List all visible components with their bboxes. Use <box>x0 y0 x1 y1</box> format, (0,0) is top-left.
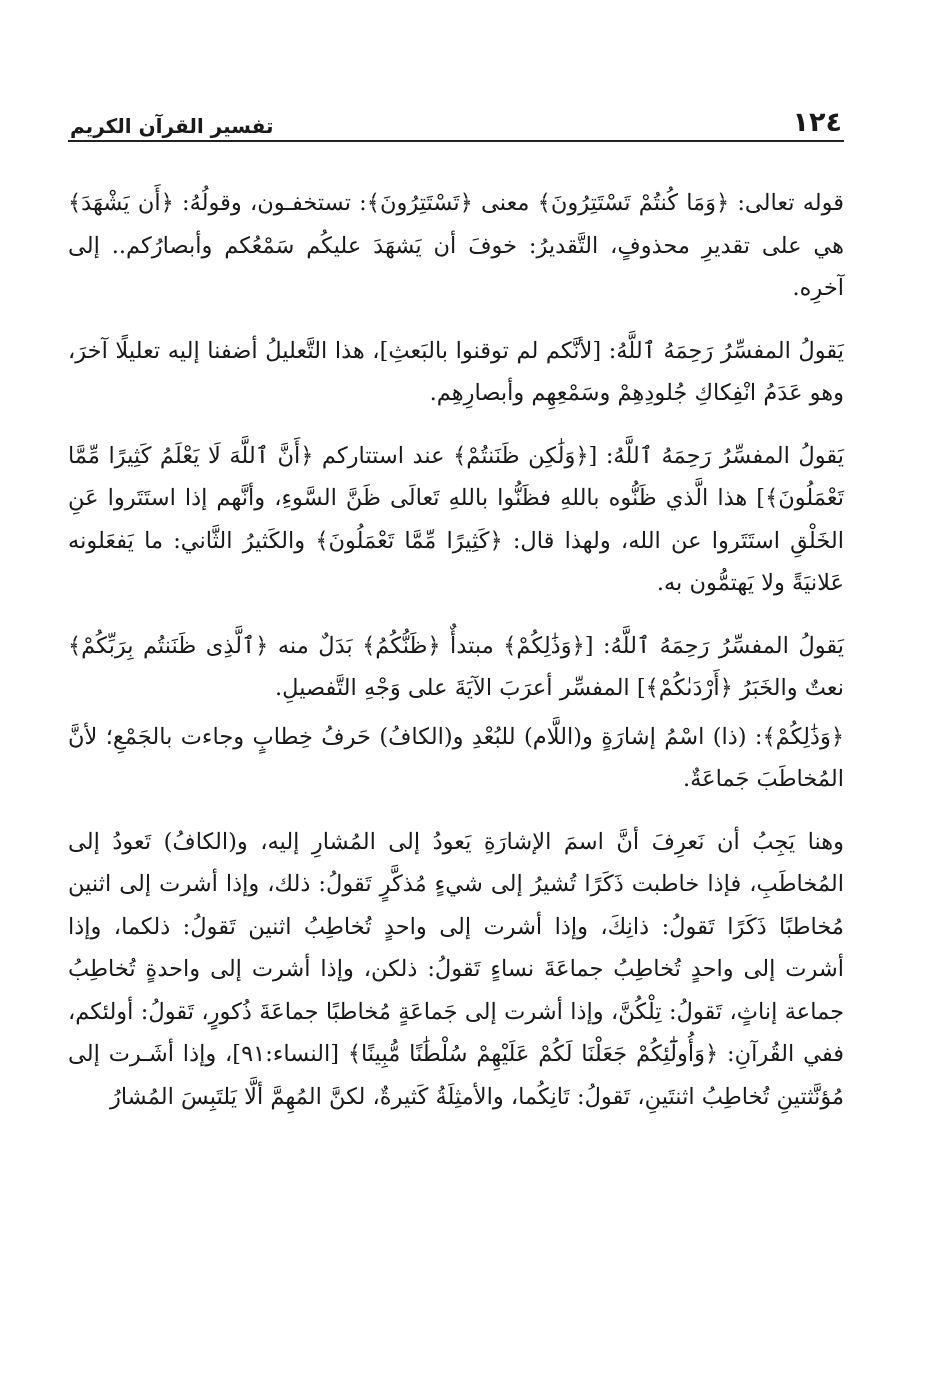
paragraph: يَقولُ المفسِّرُ رَحِمَهُ ٱللَّهُ: [﴿وَذَٰلِكُمْ﴾ مبتدأٌ ﴿ظَنُّكُمُ﴾ بَدَلٌ منه ﴿ٱلَّذِى ظَنَنتُم بِرَبِّكُمْ﴾ نعتٌ والخَبَرُ ﴿أَرْدَىٰكُمْ﴾] المفسِّر أعرَبَ الآيَةَ على وَجْهِ التَّفصيلِ. <box>68 632 844 701</box>
paragraph: يَقولُ المفسِّرُ رَحِمَهُ ٱللَّهُ: [لأنَّكم لم توقنوا بالبَعثِ]، هذا التَّعليلُ أضفنا إليه تعليلًا آخرَ، وهو عَدَمُ انْفِكاكِ جُلودِهِمْ وسَمْعِهِم وأبصارِهِم. <box>68 337 844 406</box>
book-page <box>68 92 844 1138</box>
page-body <box>68 182 844 1118</box>
running-title: تفسير القرآن الكريم <box>70 114 274 138</box>
paragraph: وهنا يَجِبُ أن نَعرِفَ أنَّ اسمَ الإشارَةِ يَعودُ إلى المُشارِ إليه، و(الكافُ) تَعودُ إلى المُخاطَبِ، فإذا خاطبت ذَكَرًا تُشيرُ إلى شيءٍ مُذكَّرٍ تَقولُ: ذلك، وإذا أشرت إلى اثنين مُخاطبًا ذَكَرًا تَقولُ: ذانِكَ، وإذا أشرت إلى واحدٍ تُخاطِبُ اثنين تَقولُ: ذلكما، وإذا أشرت إلى واحدٍ تُخاطِبُ جماعَةَ نساءٍ تَقولُ: ذلكن، وإذا أشرت إلى واحدةٍ تُخاطِبُ جماعة إناثٍ، تَقولُ: تِلْكُنَّ، وإذا أشرت إلى جَماعَةٍ مُخاطبًا جماعَةَ ذُكورٍ، تَقولُ: أولئكم، ففي القُرآنِ: ﴿وَأُولَٰٓئِكُمْ جَعَلْنَا لَكُمْ عَلَيْهِمْ سُلْطَٰنًا مُّبِينًا﴾ [النساء:٩١]، وإذا أشَـرت إلى مُؤنَّثتينِ تُخاطِبُ اثنتَينِ، تَقولُ: تَانِكُما، والأمثِلَةُ كَثيرةٌ، لكنَّ المُهِمَّ ألَّا يَلتَبِسَ المُشارُ <box>68 828 844 1110</box>
page-header <box>68 92 844 142</box>
paragraph: ﴿وَذَٰلِكُمْ﴾: (ذا) اسْمُ إشارَةٍ و(اللَّام) للبُعْدِ و(الكافُ) حَرفُ خِطابٍ وجاءت بالجَمْعِ؛ لأنَّ المُخاطَبَ جَماعَةٌ. <box>68 723 844 792</box>
paragraph: يَقولُ المفسِّرُ رَحِمَهُ ٱللَّهُ: [﴿وَلَٰكِن ظَنَنتُمْ﴾ عند استتاركم ﴿أَنَّ ٱللَّهَ لَا يَعْلَمُ كَثِيرًا مِّمَّا تَعْمَلُونَ﴾] هذا الَّذي ظَنُّوه باللهِ فظَنُّوا باللهِ تَعالَى ظَنَّ السَّوءِ، وأنَّهم إذا استَتَروا عَنِ الخَلْقِ استَتَروا عن الله، ولهذا قال: ﴿كَثِيرًا مِّمَّا تَعْمَلُونَ﴾ والكَثيرُ الثَّاني: ما يَفعَلونه عَلانيَةً ولا يَهتمُّون به. <box>68 442 844 596</box>
page-number: ١٢٤ <box>792 107 842 138</box>
paragraph: قوله تعالى: ﴿وَمَا كُنتُمْ تَسْتَتِرُونَ﴾ معنى ﴿تَسْتَتِرُونَ﴾: تستخفـون، وقولُهُ: ﴿أَن يَشْهَدَ﴾ هي على تقديرِ محذوفٍ، التَّقديرُ: خوفَ أن يَشهَدَ عليكُم سَمْعُكم وأبصارُكم.. إلى آخرِه. <box>68 190 844 301</box>
